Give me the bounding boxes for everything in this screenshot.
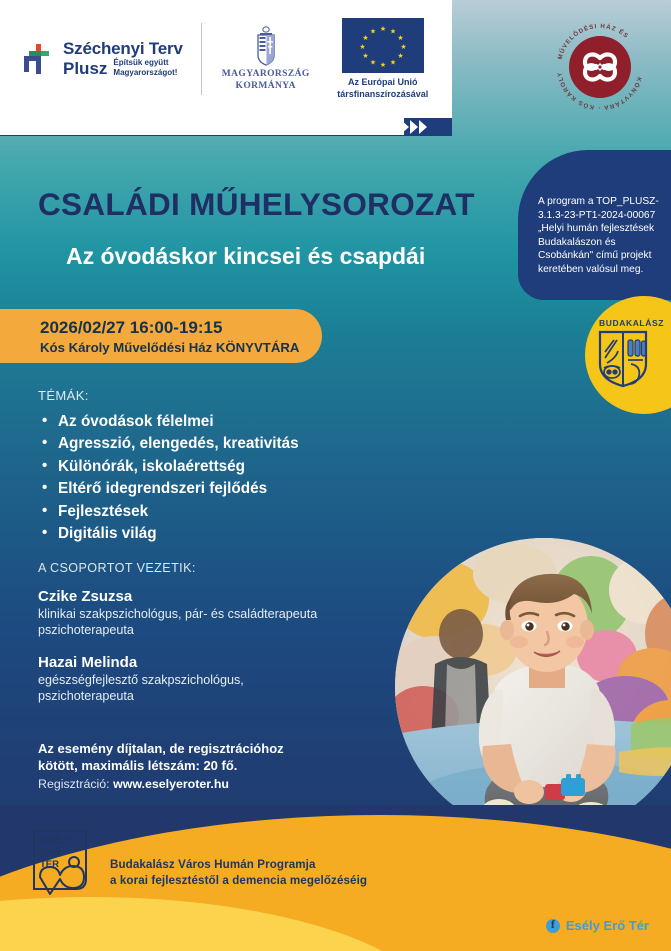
leader-role: pszichoterapeuta	[38, 623, 134, 637]
esely-ero-ter-logo-icon	[28, 827, 92, 901]
registration-prefix: Regisztráció:	[38, 777, 114, 791]
leader-name: Hazai Melinda	[38, 654, 138, 671]
eu-logo-line1: Az Európai Unió	[347, 76, 418, 87]
szechenyi-terv-plusz-logo	[22, 40, 183, 78]
list-item: • Fejlesztések	[40, 501, 299, 523]
svg-text:TÉR: TÉR	[40, 859, 59, 870]
szechenyi-sub2: Magyarországot!	[113, 67, 178, 77]
svg-text:ESÉLY: ESÉLY	[40, 835, 71, 846]
european-union-logo	[328, 18, 438, 100]
eu-logo-line2: társfinanszírozásával	[337, 88, 429, 99]
topics-list	[40, 411, 299, 546]
svg-text:★: ★	[389, 28, 396, 36]
budakalasz-town-badge	[585, 296, 671, 414]
footer-tagline-line2: a korai fejlesztéstől a demencia megelőzéséig	[110, 874, 368, 887]
svg-text:★: ★	[362, 52, 369, 60]
hungary-government-logo	[218, 26, 314, 93]
budakalasz-label: BUDAKALÁSZ	[599, 318, 665, 328]
registration-url-line	[38, 777, 229, 791]
registration-line2: kötött, maximális létszám: 20 fő.	[38, 758, 238, 773]
leaders-label: A CSOPORTOT VEZETIK:	[38, 561, 196, 575]
svg-text:★: ★	[379, 61, 386, 69]
chevrons-right-icon	[392, 118, 452, 136]
szechenyi-line1: Széchenyi Terv	[63, 39, 183, 59]
svg-text:MŰVELŐDÉSI HÁZ ÉS: MŰVELŐDÉSI HÁZ ÉS	[556, 22, 630, 61]
topics-label: TÉMÁK:	[38, 388, 89, 403]
poster-title: CSALÁDI MŰHELYSOROZAT	[38, 186, 475, 222]
svg-text:★: ★	[369, 59, 376, 67]
facebook-icon	[546, 919, 560, 933]
list-item: • Az óvodások félelmei	[40, 411, 299, 433]
project-note-text: A program a TOP_PLUSZ-3.1.3-23-PT1-2024-00067 „Helyi humán fejlesztések Budakalászon és Csobánkán" című projekt keretében valósul meg.	[538, 196, 659, 275]
child-playing-photo	[395, 538, 671, 836]
footer-tagline-line1: Budakalász Város Humán Programja	[110, 858, 316, 871]
list-item: • Digitális világ	[40, 523, 299, 545]
registration-line1: Az esemény díjtalan, de regisztrációhoz	[38, 741, 284, 756]
svg-text:★: ★	[359, 43, 366, 51]
funding-logos-row	[0, 0, 452, 118]
svg-text:★: ★	[379, 25, 386, 33]
hungary-logo-line1: MAGYARORSZÁG	[221, 68, 310, 79]
leader-name: Czike Zsuzsa	[38, 588, 133, 605]
leader-role: pszichoterapeuta	[38, 689, 134, 703]
leader-role: egészségfejlesztő szakpszichológus,	[38, 673, 244, 687]
list-item: • Különórák, iskolaérettség	[40, 456, 299, 478]
header-divider	[201, 23, 202, 95]
svg-text:★: ★	[397, 52, 404, 60]
event-datetime-bar	[0, 309, 322, 363]
svg-text:★: ★	[400, 43, 407, 51]
szechenyi-sub1: Építsük együtt	[113, 57, 169, 67]
poster-subtitle: Az óvodáskor kincsei és csapdái	[66, 243, 426, 269]
svg-text:ERŐ: ERŐ	[40, 847, 61, 858]
list-item: • Agresszió, elengedés, kreativitás	[40, 433, 299, 455]
svg-text:★: ★	[389, 59, 396, 67]
leader-role: klinikai szakpszichológus, pár- és családterapeuta	[38, 607, 318, 621]
eu-flag-icon	[342, 18, 424, 73]
szechenyi-plus-mark-icon	[22, 42, 56, 76]
list-item: • Eltérő idegrendszeri fejlődés	[40, 478, 299, 500]
project-note-box	[518, 150, 671, 300]
event-datetime: 2026/02/27 16:00-19:15	[40, 318, 223, 337]
szechenyi-line2: Plusz	[63, 59, 108, 79]
svg-text:★: ★	[397, 34, 404, 42]
facebook-page-name: Esély Erő Tér	[565, 918, 649, 933]
svg-text:★: ★	[362, 34, 369, 42]
registration-url[interactable]: www.eselyeroter.hu	[113, 777, 229, 791]
budakalasz-coat-of-arms-icon	[597, 330, 649, 388]
hungary-logo-line2: KORMÁNYA	[235, 80, 296, 91]
event-venue: Kós Károly Művelődési Ház KÖNYVTÁRA	[40, 340, 300, 355]
svg-text:KÖNYVTÁRA · KÓS KÁROLY: KÖNYVTÁRA · KÓS KÁROLY	[556, 70, 643, 112]
hungarian-coat-of-arms-icon	[251, 26, 281, 66]
header-white-strip	[0, 118, 404, 135]
facebook-link[interactable]	[546, 918, 649, 933]
kos-karoly-cultural-house-emblem-icon	[547, 14, 653, 120]
svg-text:★: ★	[369, 28, 376, 36]
